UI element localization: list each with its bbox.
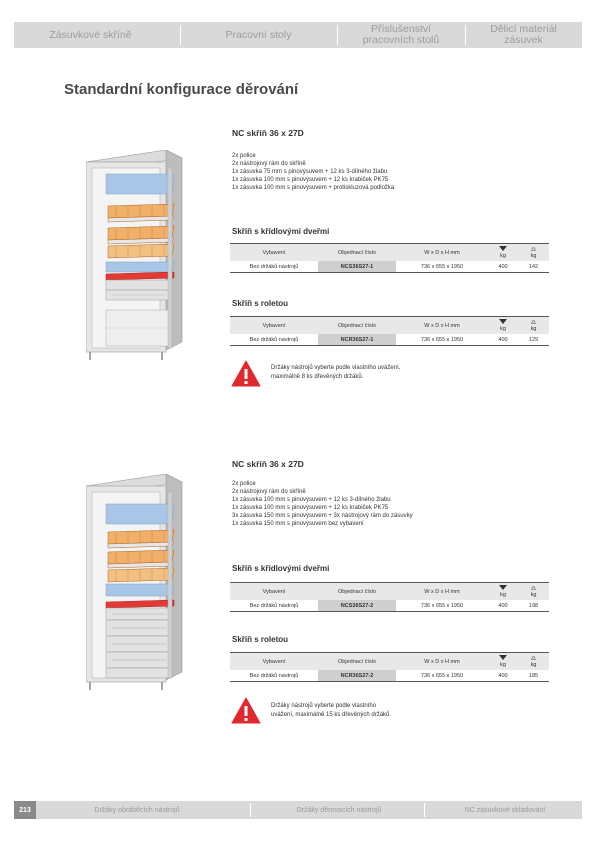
- page-number: 213: [14, 801, 36, 819]
- header-weight: ⚖ kg: [518, 653, 549, 671]
- load-icon: [499, 246, 507, 251]
- header-equipment: Vybavení: [230, 653, 318, 671]
- warning-line: uvážení, maximálně 15 ks dřevěných držáků.: [271, 712, 392, 718]
- description-line: 2x nástrojový rám do skříně: [232, 489, 306, 495]
- cabinet-2-variant-1-subtitle: Skříň s křídlovými dveřmi: [232, 564, 330, 573]
- cabinet-1-variant-2-subtitle: Skříň s roletou: [232, 299, 289, 308]
- cell-equipment: Bez držáků nástrojů: [230, 600, 318, 612]
- cell-order-no: NCS36S27-1: [318, 261, 396, 273]
- tab-label: Pracovní stoly: [225, 28, 292, 41]
- header-weight: ⚖ kg: [518, 244, 549, 262]
- cell-load: 400: [488, 334, 518, 346]
- cell-order-no: NCS36S27-2: [318, 600, 396, 612]
- header-equipment: Vybavení: [230, 583, 318, 601]
- header-weight: ⚖ kg: [518, 317, 549, 335]
- warning-icon: [231, 697, 261, 724]
- cabinet-2-title: NC skříň 36 x 27D: [232, 459, 304, 469]
- header-equipment: Vybavení: [230, 317, 318, 335]
- load-icon: [499, 655, 507, 660]
- table-row: [230, 670, 549, 682]
- header-dims: W x D x H mm: [396, 317, 488, 335]
- description-line: 3x zásuvka 150 mm s pinovýsuvem + 3x nástrojový rám do zásuvky: [232, 513, 413, 519]
- header-load: kg: [488, 653, 518, 671]
- cabinet-1-variant-1-subtitle: Skříň s křídlovými dveřmi: [232, 227, 330, 236]
- header-order: Objednací číslo: [318, 583, 396, 601]
- header-load: kg: [488, 244, 518, 262]
- cabinet-1-description: [232, 152, 394, 192]
- cell-load: 400: [488, 600, 518, 612]
- tab-label: Dělicí materiál zásuvek: [490, 23, 557, 46]
- cell-dims: 736 x 655 x 1950: [396, 670, 488, 682]
- top-nav: [14, 22, 582, 48]
- weight-icon: ⚖: [531, 655, 536, 662]
- cell-load: 400: [488, 670, 518, 682]
- footer-nav: [14, 801, 582, 819]
- footer-link-machining-holders[interactable]: Držáky obráběcích nástrojů: [94, 806, 180, 814]
- header-load: kg: [488, 317, 518, 335]
- cabinet-2-illustration: [86, 474, 186, 694]
- table-row: [230, 334, 549, 346]
- cell-order-no: NCR36S27-1: [318, 334, 396, 346]
- cabinet-2-warning: [271, 702, 391, 720]
- cabinet-2-variant-2-table: [230, 652, 549, 682]
- description-line: 1x zásuvka 100 mm s pinovýsuvem + 12 ks krabiček PK75: [232, 505, 389, 511]
- description-line: 2x police: [232, 153, 256, 159]
- cell-dims: 736 x 655 x 1950: [396, 600, 488, 612]
- warning-line: Držáky nástrojů vyberte podle vlastního uvážení,: [271, 365, 401, 371]
- footer-link-punching-holders[interactable]: Držáky děrovacích nástrojů: [296, 806, 382, 814]
- header-weight: ⚖ kg: [518, 583, 549, 601]
- cell-order-no: NCR36S27-2: [318, 670, 396, 682]
- cell-equipment: Bez držáků nástrojů: [230, 261, 318, 273]
- header-order: Objednací číslo: [318, 244, 396, 262]
- cell-load: 400: [488, 261, 518, 273]
- description-line: 1x zásuvka 100 mm s pinovýsuvem + 12 ks krabiček PK75: [232, 177, 389, 183]
- description-line: 1x zásuvka 150 mm s pinovýsuvem bez vybavení: [232, 521, 364, 527]
- cell-weight: 142: [518, 261, 549, 273]
- tab-label: Příslušenství pracovních stolů: [362, 23, 440, 46]
- description-line: 1x zásuvka 75 mm s pinovýsuvem + 12 ks 3-dílného žlabu: [232, 169, 388, 175]
- warning-line: Držáky nástrojů vyberte podle vlastního: [271, 703, 377, 709]
- weight-icon: ⚖: [531, 585, 536, 592]
- header-equipment: Vybavení: [230, 244, 318, 262]
- description-line: 1x zásuvka 100 mm s pinovýsuvem + protiskluzová podložka: [232, 185, 395, 191]
- warning-line: maximálně 8 ks dřevěných držáků.: [271, 374, 364, 380]
- header-order: Objednací číslo: [318, 317, 396, 335]
- cabinet-1-variant-2-table: [230, 316, 549, 346]
- load-icon: [499, 585, 507, 590]
- tab-workbench-accessories[interactable]: [337, 22, 465, 48]
- weight-icon: ⚖: [531, 246, 536, 253]
- weight-icon: ⚖: [531, 319, 536, 326]
- tab-label: Zásuvkové skříně: [49, 28, 132, 41]
- cabinet-1-warning: [271, 364, 400, 382]
- cabinet-2-variant-1-table: [230, 582, 549, 612]
- description-line: 2x police: [232, 481, 256, 487]
- cabinet-1-illustration: [86, 150, 186, 365]
- cell-weight: 198: [518, 600, 549, 612]
- load-icon: [499, 319, 507, 324]
- cell-dims: 736 x 655 x 1950: [396, 334, 488, 346]
- cabinet-2-description: [232, 480, 413, 528]
- tab-workbenches[interactable]: [180, 22, 337, 48]
- description-line: 2x nástrojový rám do skříně: [232, 161, 306, 167]
- cell-weight: 129: [518, 334, 549, 346]
- header-dims: W x D x H mm: [396, 653, 488, 671]
- tab-drawer-dividers[interactable]: [465, 22, 582, 48]
- header-order: Objednací číslo: [318, 653, 396, 671]
- cell-equipment: Bez držáků nástrojů: [230, 334, 318, 346]
- header-dims: W x D x H mm: [396, 583, 488, 601]
- cabinet-1-title: NC skříň 36 x 27D: [232, 128, 304, 138]
- cell-weight: 185: [518, 670, 549, 682]
- cabinet-2-variant-2-subtitle: Skříň s roletou: [232, 635, 289, 644]
- header-load: kg: [488, 583, 518, 601]
- warning-icon: [231, 360, 261, 387]
- description-line: 1x zásuvka 100 mm s pinovýsuvem + 12 ks 3-dílného žlabu: [232, 497, 391, 503]
- table-row: [230, 600, 549, 612]
- footer-link-nc-storage[interactable]: NC zásuvkové skladování: [464, 806, 546, 814]
- table-row: [230, 261, 549, 273]
- header-dims: W x D x H mm: [396, 244, 488, 262]
- cell-dims: 736 x 655 x 1950: [396, 261, 488, 273]
- cell-equipment: Bez držáků nástrojů: [230, 670, 318, 682]
- cabinet-1-variant-1-table: [230, 243, 549, 273]
- page-title: Standardní konfigurace děrování: [64, 81, 299, 98]
- tab-drawer-cabinets[interactable]: [14, 22, 167, 48]
